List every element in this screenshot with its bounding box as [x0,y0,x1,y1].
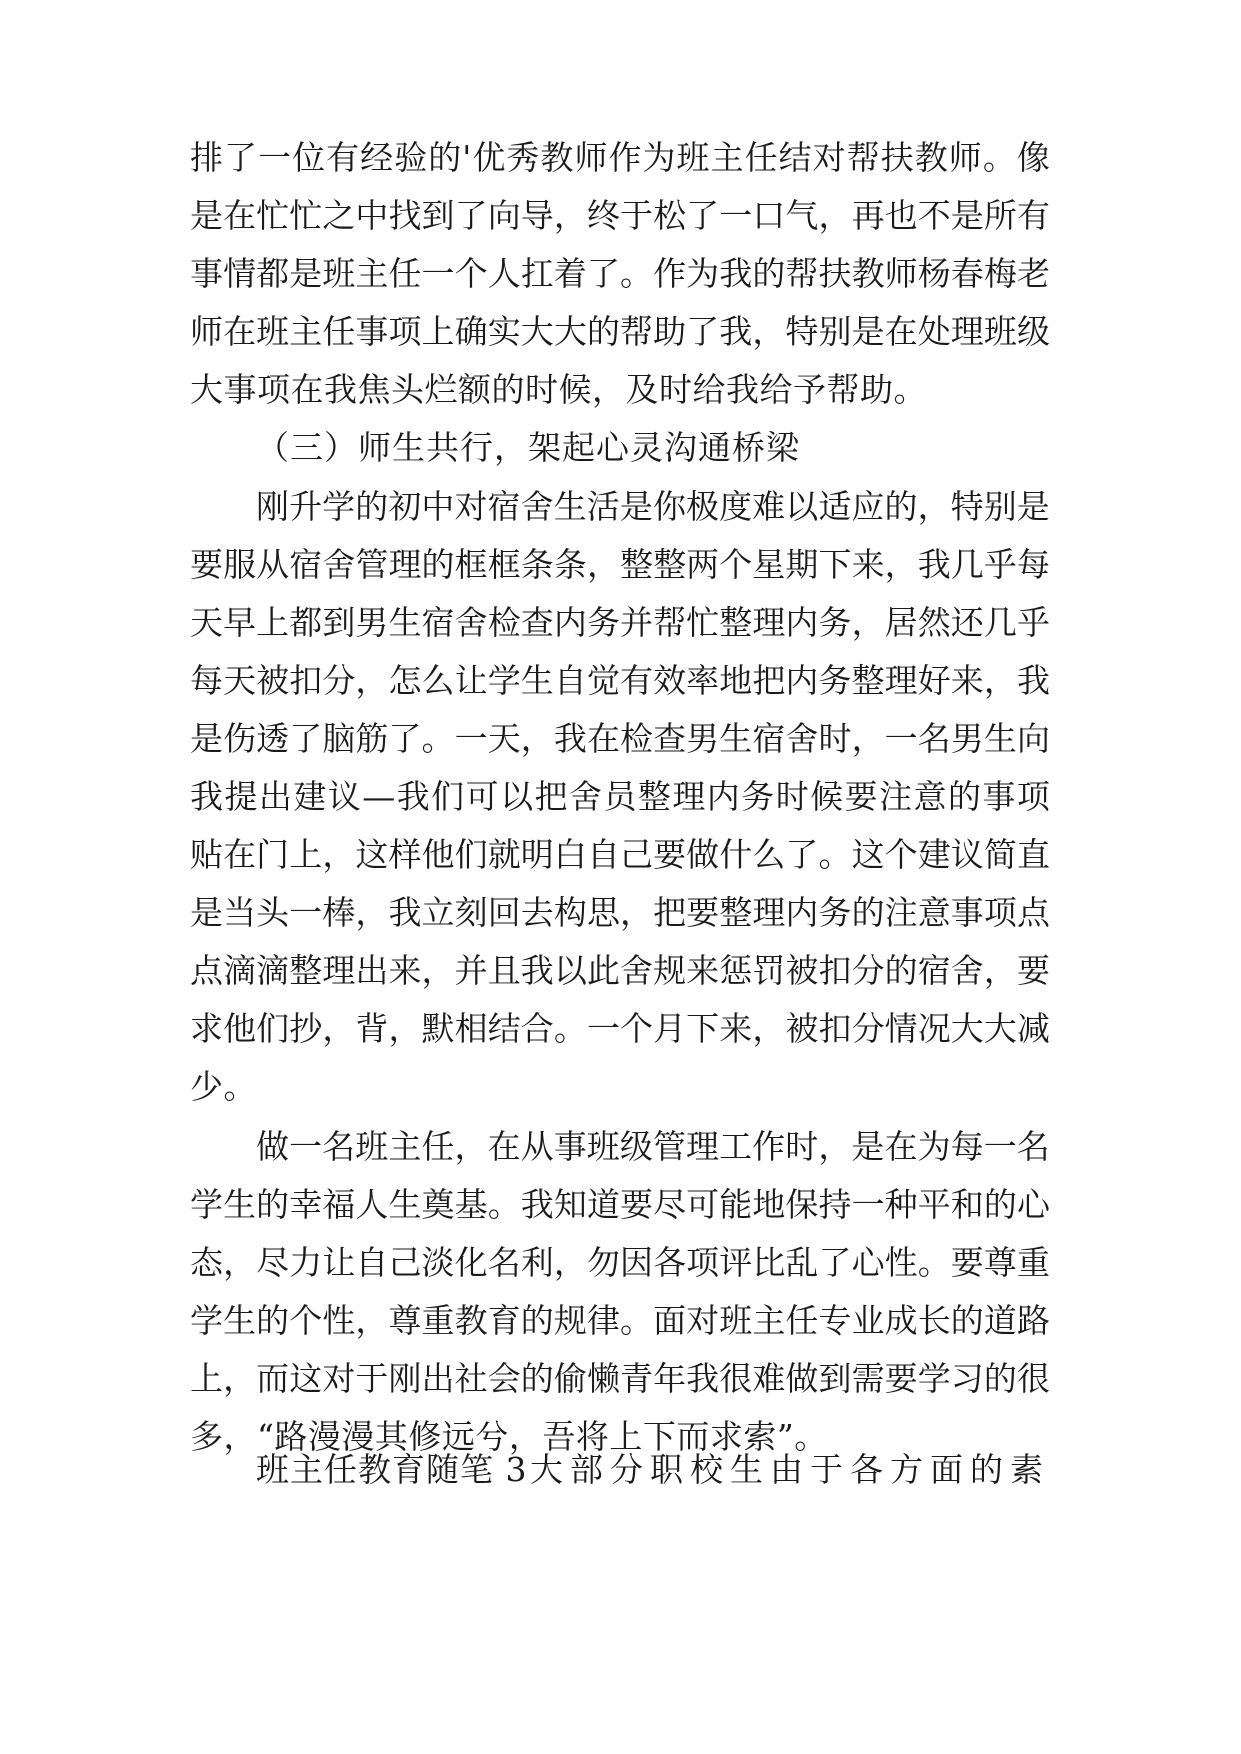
text-line: 每 天 被 扣 分 ， 怎 么 让 学 生 自 觉 有 效 率 地 把 内 务 整 理 好 来 ， 我 [190,661,1050,700]
text-line: 学 生 的 幸 福 人 生 奠 基 。 我 知 道 要 尽 可 能 地 保 持 一 种 平 和 的 心 [190,1185,1050,1224]
text-line: 贴 在 门 上 ， 这 样 他 们 就 明 白 自 己 要 做 什 么 了 。 这 个 建 议 简 直 [190,835,1050,874]
essay-first-text: 大部分职校生由于各方面的素 [530,1450,1050,1489]
text-line: 是 当 头 一 棒 ， 我 立 刻 回 去 构 思 ， 把 要 整 理 内 务 的 注 意 事 项 点 [190,893,1050,932]
essay-title-line [256,1440,1050,1500]
text-line: 我 提 出 建 议 — 我 们 可 以 把 舍 员 整 理 内 务 时 候 要 注 意 的 事 项 [190,777,1050,816]
text-line: 事 情 都 是 班 主 任 一 个 人 扛 着 了 。 作 为 我 的 帮 扶 教 师 杨 春 梅 老 [190,254,1050,293]
text-line: 点 滴 滴 整 理 出 来 ， 并 且 我 以 此 舍 规 来 惩 罚 被 扣 分 的 宿 舍 ， 要 [190,951,1050,990]
text-line: 上 ， 而 这 对 于 刚 出 社 会 的 偷 懒 青 年 我 很 难 做 到 需 要 学 习 的 很 [190,1359,1050,1398]
text-line: 求 他 们 抄 ， 背 ， 默 相 结 合 。 一 个 月 下 来 ， 被 扣 分 情 况 大 大 减 [190,1009,1050,1048]
text-line: 要 服 从 宿 舍 管 理 的 框 框 条 条 ， 整 整 两 个 星 期 下 来 ， 我 几 乎 每 [190,545,1050,584]
section-heading: （三）师生共行，架起心灵沟通桥梁 [256,428,800,467]
text-line: 大事项在我焦头烂额的时候，及时给我给予帮助。 [190,370,927,409]
text-line: 多，“路漫漫其修远兮，吾将上下而求索”。 [190,1417,828,1456]
text-line: 排 了 一 位 有 经 验 的 ' 优 秀 教 师 作 为 班 主 任 结 对 帮 扶 教 师 。 像 [190,138,1050,177]
essay-title: 班主任教育随笔 3 [256,1450,528,1489]
text-line: 是 在 忙 忙 之 中 找 到 了 向 导 ， 终 于 松 了 一 口 气 ， 再 也 不 是 所 有 [190,196,1050,235]
text-line: 天 早 上 都 到 男 生 宿 舍 检 查 内 务 并 帮 忙 整 理 内 务 ， 居 然 还 几 乎 [190,603,1050,642]
text-line: 做 一 名 班 主 任 ， 在 从 事 班 级 管 理 工 作 时 ， 是 在 为 每 一 名 [256,1127,1050,1166]
text-line: 师 在 班 主 任 事 项 上 确 实 大 大 的 帮 助 了 我 ， 特 别 是 在 处 理 班 级 [190,312,1050,351]
text-line: 态 ， 尽 力 让 自 己 淡 化 名 利 ， 勿 因 各 项 评 比 乱 了 心 性 。 要 尊 重 [190,1243,1050,1282]
text-line: 刚 升 学 的 初 中 对 宿 舍 生 活 是 你 极 度 难 以 适 应 的 ， 特 别 是 [256,487,1050,526]
text-line: 少。 [190,1067,257,1106]
text-line: 学 生 的 个 性 ， 尊 重 教 育 的 规 律 。 面 对 班 主 任 专 业 成 长 的 道 路 [190,1301,1050,1340]
text-line: 是 伤 透 了 脑 筋 了 。 一 天 ， 我 在 检 查 男 生 宿 舍 时 ， 一 名 男 生 向 [190,719,1050,758]
